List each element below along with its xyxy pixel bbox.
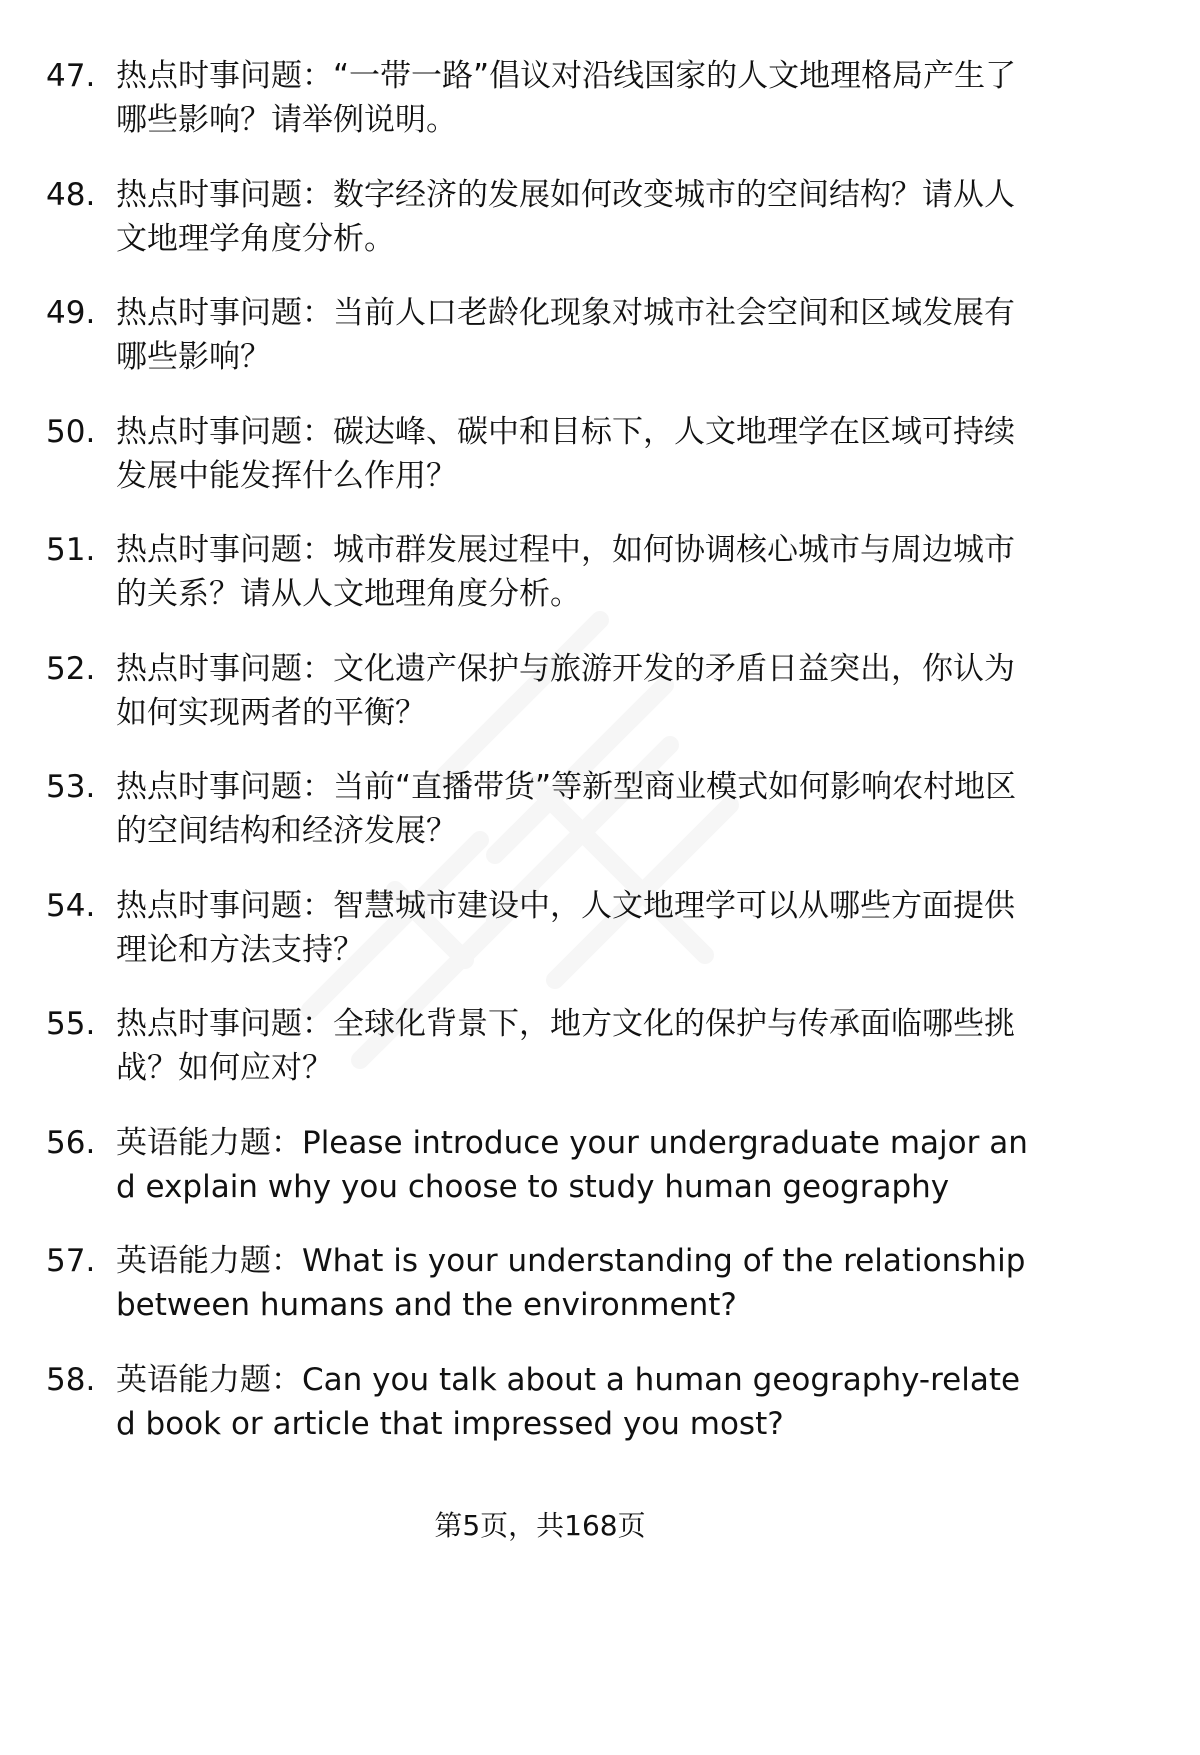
question-item-55 (46, 1002, 1036, 1121)
question-number: 48. (46, 176, 96, 213)
question-number: 53. (46, 769, 96, 805)
question-item-49 (46, 291, 1036, 410)
question-number: 58. (46, 1361, 96, 1398)
question-item-53 (46, 765, 1036, 884)
question-text: 热点时事问题：数字经济的发展如何改变城市的空间结构？请从人文地理学角度分析。 (116, 176, 1015, 257)
question-item-54 (46, 884, 1036, 1003)
question-text: 热点时事问题：碳达峰、碳中和目标下，人文地理学在区域可持续发展中能发挥什么作用？ (116, 413, 1015, 494)
question-text: 热点时事问题：城市群发展过程中，如何协调核心城市与周边城市的关系？请从人文地理角度分析。 (116, 532, 1015, 612)
question-number: 47. (46, 58, 96, 94)
question-text: 热点时事问题：当前人口老龄化现象对城市社会空间和区域发展有哪些影响？ (116, 295, 1015, 375)
question-number: 57. (46, 1243, 96, 1279)
question-text: 热点时事问题：全球化背景下，地方文化的保护与传承面临哪些挑战？如何应对？ (116, 1006, 1015, 1086)
question-text: 英语能力题：What is your understanding of the relationship between humans and the environment? (116, 1243, 1026, 1323)
question-item-51 (46, 528, 1036, 647)
question-item-48 (46, 173, 1036, 292)
question-text: 热点时事问题：智慧城市建设中，人文地理学可以从哪些方面提供理论和方法支持？ (116, 887, 1015, 968)
question-text: 英语能力题：Can you talk about a human geography-related book or article that impressed you most? (116, 1361, 1021, 1442)
page-footer (0, 1506, 1080, 1546)
question-item-52 (46, 647, 1036, 766)
question-item-57 (46, 1239, 1036, 1358)
question-number: 56. (46, 1124, 96, 1161)
question-number: 49. (46, 295, 96, 331)
page-counter-text: 第5页，共168页 (434, 1509, 646, 1542)
question-text: 英语能力题：Please introduce your undergraduate major and explain why you choose to study human geography (116, 1124, 1028, 1205)
question-number: 51. (46, 532, 96, 568)
question-list (46, 54, 1036, 1476)
question-item-58 (46, 1358, 1036, 1477)
question-text: 热点时事问题：文化遗产保护与旅游开发的矛盾日益突出，你认为如何实现两者的平衡？ (116, 650, 1015, 731)
question-item-56 (46, 1121, 1036, 1240)
question-item-47 (46, 54, 1036, 173)
question-number: 50. (46, 413, 96, 450)
question-number: 52. (46, 650, 96, 687)
question-text: 热点时事问题：“一带一路”倡议对沿线国家的人文地理格局产生了哪些影响？请举例说明。 (116, 58, 1017, 138)
question-number: 55. (46, 1006, 96, 1042)
question-item-50 (46, 410, 1036, 529)
question-number: 54. (46, 887, 96, 924)
question-text: 热点时事问题：当前“直播带货”等新型商业模式如何影响农村地区的空间结构和经济发展？ (116, 769, 1017, 849)
